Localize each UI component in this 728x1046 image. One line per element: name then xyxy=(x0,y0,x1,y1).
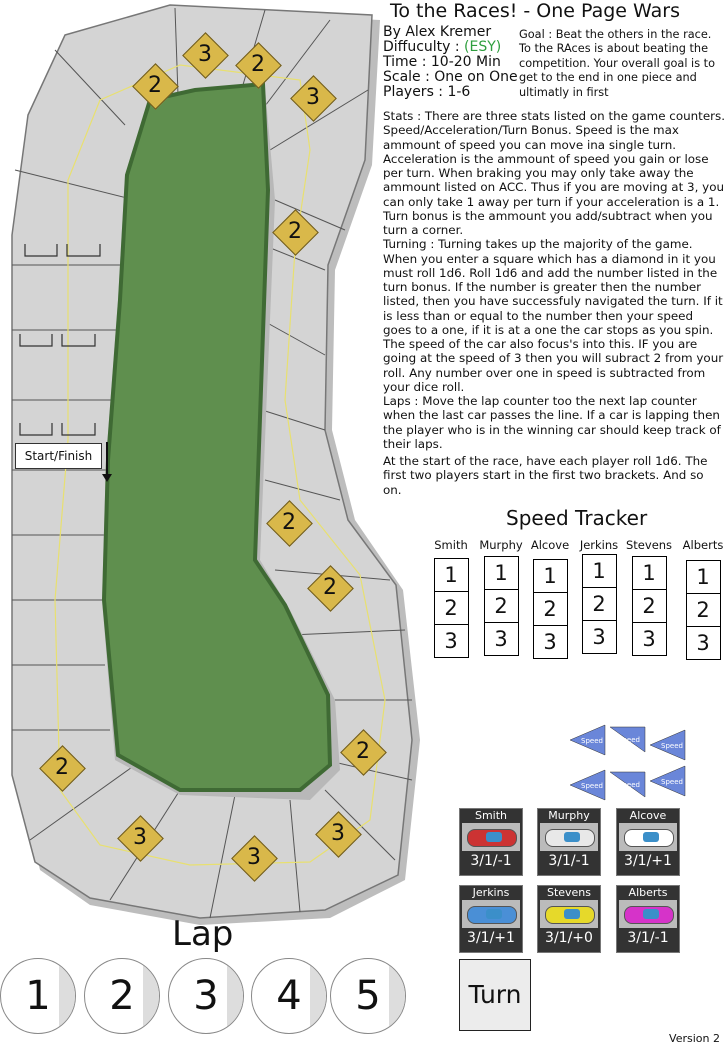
corner-diamond xyxy=(183,33,227,77)
car-stats: 3/1/+0 xyxy=(545,930,593,946)
lap-circle[interactable] xyxy=(84,958,160,1034)
speed-column xyxy=(428,538,474,658)
speed-column-name: Murphy xyxy=(479,538,523,552)
speed-box[interactable]: 2 xyxy=(583,588,616,621)
car-icon xyxy=(462,900,520,928)
car-counter[interactable] xyxy=(616,885,680,953)
rules-stats: Stats : There are three stats listed on the game counters. Speed/Acceleration/Turn Bonus. Speed is the max ammount of speed you can move ina single turn. Acceleration is the ammount of speed you gain or lose per turn. When braking you may only take away the ammount listed on ACC. Thus if you are moving at 3, you can only take 1 away per turn if your acceleration is a 1. Turn bonus is the ammount you add/subtract when you turn a corner. xyxy=(383,109,726,237)
car-counter[interactable] xyxy=(616,808,680,876)
speed-box[interactable]: 1 xyxy=(633,557,666,590)
car-icon xyxy=(619,900,677,928)
player-count: Players : 1-6 xyxy=(383,84,471,100)
speed-box[interactable]: 3 xyxy=(444,629,458,653)
speed-box[interactable]: 2 xyxy=(435,592,468,625)
car-counter[interactable] xyxy=(537,885,601,953)
lap-number: 3 xyxy=(193,973,219,1019)
speed-column xyxy=(527,538,573,659)
car-stats: 3/1/+1 xyxy=(624,853,672,869)
speed-column xyxy=(626,538,672,656)
car-stats: 3/1/-1 xyxy=(470,853,512,869)
corner-diamond xyxy=(316,812,360,856)
speed-column xyxy=(478,538,524,656)
lap-circle[interactable] xyxy=(0,958,76,1034)
car-name: Murphy xyxy=(548,809,590,822)
car-stats: 3/1/+1 xyxy=(467,930,515,946)
car-icon xyxy=(462,823,520,851)
car-name: Stevens xyxy=(546,886,592,899)
corner-diamond xyxy=(308,566,352,610)
speed-box[interactable]: 3 xyxy=(543,630,557,654)
speed-token-label: Speed xyxy=(581,782,603,790)
speed-box[interactable]: 1 xyxy=(534,560,567,593)
lap-number: 4 xyxy=(276,973,302,1019)
rules-turning: Turning : Turning takes up the majority of the game. When you enter a square which has a diamond in it you must roll 1d6. Roll 1d6 and add the number listed in the turn bonus. If the number is greater then the number listed, then you have successfuly navigated the turn. If it is less than or equal to the number then your speed goes to a one, if it is at a one the car stops as you spin. The speed of the car also focus's into this. IF you are going at the speed of 3 then you will subract 2 from your roll. Any number over one in speed is subtracted from your dice roll. xyxy=(383,237,724,394)
speed-token-label: Speed xyxy=(618,781,640,789)
corner-value: 2 xyxy=(323,575,337,600)
corner-diamond xyxy=(273,210,317,254)
lap-title: Lap xyxy=(172,914,234,954)
speed-column xyxy=(680,538,726,660)
car-icon xyxy=(540,900,598,928)
speed-column-name: Smith xyxy=(434,538,468,552)
speed-token-label: Speed xyxy=(661,742,683,750)
car-counter[interactable] xyxy=(459,808,523,876)
speed-box[interactable]: 1 xyxy=(485,557,518,590)
speed-column-name: Jerkins xyxy=(579,538,619,552)
corner-diamond xyxy=(232,836,276,880)
car-name: Alberts xyxy=(628,886,668,899)
lap-number: 2 xyxy=(109,973,135,1019)
game-meta xyxy=(383,25,518,100)
speed-tokens xyxy=(565,722,690,804)
scale: Scale : One on One xyxy=(383,69,518,85)
version-label: Version 2 xyxy=(669,1032,720,1045)
lap-number: 5 xyxy=(355,973,381,1019)
lap-circle[interactable] xyxy=(168,958,244,1034)
corner-diamond xyxy=(267,501,311,545)
speed-token-label: Speed xyxy=(661,778,683,786)
page-title: To the Races! - One Page Wars xyxy=(390,0,680,22)
speed-token-label: Speed xyxy=(618,736,640,744)
corner-diamond xyxy=(236,43,280,87)
car-icon xyxy=(540,823,598,851)
lap-circle[interactable] xyxy=(251,958,327,1034)
corner-value: 3 xyxy=(306,85,320,110)
speed-box[interactable]: 2 xyxy=(633,590,666,623)
corner-value: 2 xyxy=(148,73,162,98)
corner-diamond xyxy=(133,64,177,108)
corner-diamond xyxy=(291,76,335,120)
start-finish-label: Start/Finish xyxy=(15,443,102,469)
play-time: Time : 10-20 Min xyxy=(383,54,501,70)
speed-token-label: Speed xyxy=(581,737,603,745)
corner-value: 3 xyxy=(198,42,212,67)
car-icon xyxy=(619,823,677,851)
speed-box[interactable]: 1 xyxy=(435,559,468,592)
speed-column-name: Alberts xyxy=(682,538,724,552)
speed-box[interactable]: 2 xyxy=(534,593,567,626)
car-counter[interactable] xyxy=(537,808,601,876)
speed-box[interactable]: 1 xyxy=(687,561,720,594)
speed-tracker-title: Speed Tracker xyxy=(506,506,648,530)
corner-diamond xyxy=(40,746,84,790)
corner-value: 3 xyxy=(331,821,345,846)
car-name: Alcove xyxy=(629,809,667,822)
difficulty: Diffuculty : (ESY) xyxy=(383,39,502,55)
car-counter[interactable] xyxy=(459,885,523,953)
speed-box[interactable]: 3 xyxy=(592,625,606,649)
speed-column-name: Alcove xyxy=(530,538,570,552)
corner-value: 2 xyxy=(282,510,296,535)
rules-text xyxy=(383,109,725,497)
speed-box[interactable]: 3 xyxy=(494,627,508,651)
speed-box[interactable]: 2 xyxy=(485,590,518,623)
corner-value: 2 xyxy=(251,52,265,77)
rules-laps: Laps : Move the lap counter too the next lap counter when the last car passes the line. If a car is lapping then the player who is in the winning car should keep track of their laps. xyxy=(383,394,721,451)
car-stats: 3/1/-1 xyxy=(627,930,669,946)
speed-box[interactable]: 2 xyxy=(687,594,720,627)
speed-box[interactable]: 3 xyxy=(696,631,710,655)
car-name: Smith xyxy=(474,809,508,822)
difficulty-value: (ESY) xyxy=(464,39,502,55)
car-stats: 3/1/-1 xyxy=(548,853,590,869)
corner-diamond xyxy=(118,816,162,860)
lap-number: 1 xyxy=(25,973,51,1019)
corner-diamond xyxy=(341,730,385,774)
speed-box[interactable]: 1 xyxy=(583,555,616,588)
corner-value: 3 xyxy=(247,845,261,870)
corner-value: 2 xyxy=(288,219,302,244)
corner-value: 3 xyxy=(133,825,147,850)
speed-box[interactable]: 3 xyxy=(642,627,656,651)
car-name: Jerkins xyxy=(472,886,510,899)
lap-circle[interactable] xyxy=(330,958,406,1034)
rules-start: At the start of the race, have each player roll 1d6. The first two players start in the first two brackets. And so on. xyxy=(383,454,708,497)
goal-text: Goal : Beat the others in the race. To the RAces is about beating the competition. Your overall goal is to get to the end in one piece and ultimatly in first xyxy=(519,28,716,99)
corner-value: 2 xyxy=(356,739,370,764)
author: By Alex Kremer xyxy=(383,24,492,40)
turn-box[interactable]: Turn xyxy=(459,959,531,1031)
corner-value: 2 xyxy=(55,755,69,780)
speed-column-name: Stevens xyxy=(626,538,673,552)
speed-column xyxy=(576,538,622,654)
